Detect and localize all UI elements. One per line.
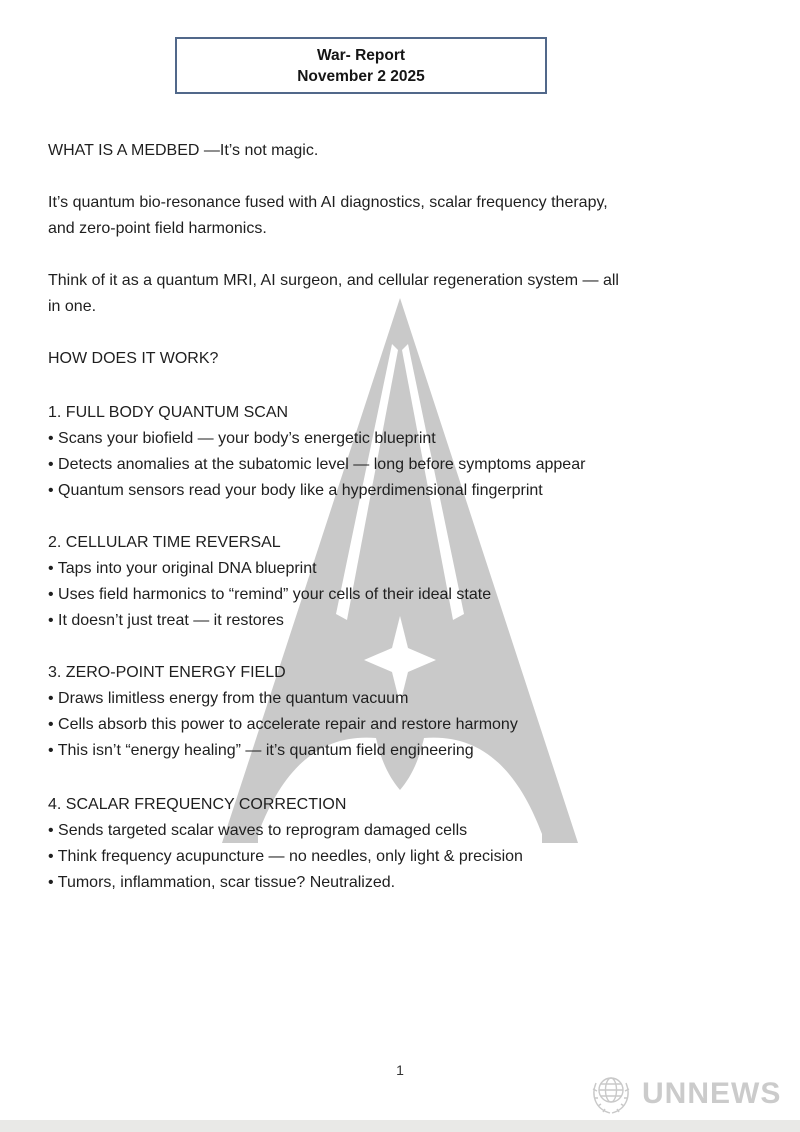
paragraph [48,268,619,320]
bullet-item: • Scans your biofield — your body’s energetic blueprint [48,430,436,447]
bottom-strip [0,1120,800,1132]
text-line: and zero-point field harmonics. [48,220,267,237]
unnews-logo [588,1071,781,1117]
section-scalar-frequency-correction [48,792,523,896]
bullet-item: • This isn’t “energy healing” — it’s quantum field engineering [48,742,474,759]
bullet-item: • Quantum sensors read your body like a hyperdimensional fingerprint [48,482,543,499]
bullet-item: • Draws limitless energy from the quantum vacuum [48,690,409,707]
bullet-item: • Detects anomalies at the subatomic level — long before symptoms appear [48,456,586,473]
section-zero-point-energy-field [48,660,518,764]
text-line: WHAT IS A MEDBED —It’s not magic. [48,142,319,159]
text-line: in one. [48,298,97,315]
bullet-item: • Sends targeted scalar waves to reprogram damaged cells [48,822,468,839]
unnews-wordmark: UNNEWS [642,1077,782,1110]
report-date: November 2 2025 [297,67,425,85]
bullet-item: • Taps into your original DNA blueprint [48,560,317,577]
page-number: 1 [396,1062,404,1078]
section-heading: 2. CELLULAR TIME REVERSAL [48,534,281,551]
bullet-item: • Uses field harmonics to “remind” your cells of their ideal state [48,586,492,603]
bullet-item: • It doesn’t just treat — it restores [48,612,284,629]
un-emblem-icon [588,1071,634,1117]
bullet-item: • Cells absorb this power to accelerate repair and restore harmony [48,716,518,733]
report-title-box [175,37,547,94]
text-line: Think of it as a quantum MRI, AI surgeon, and cellular regeneration system — all [48,272,619,289]
bullet-item: • Tumors, inflammation, scar tissue? Neutralized. [48,874,396,891]
section-full-body-quantum-scan [48,400,585,504]
section-heading: 4. SCALAR FREQUENCY CORRECTION [48,796,347,813]
paragraph [48,138,318,164]
report-title: War- Report [316,46,406,64]
paragraph [48,190,608,242]
paragraph [48,346,218,372]
section-heading: 1. FULL BODY QUANTUM SCAN [48,404,289,421]
text-line: It’s quantum bio-resonance fused with AI diagnostics, scalar frequency therapy, [48,194,608,211]
text-line: HOW DOES IT WORK? [48,350,219,367]
section-cellular-time-reversal [48,530,491,634]
section-heading: 3. ZERO-POINT ENERGY FIELD [48,664,286,681]
bullet-item: • Think frequency acupuncture — no needles, only light & precision [48,848,523,865]
